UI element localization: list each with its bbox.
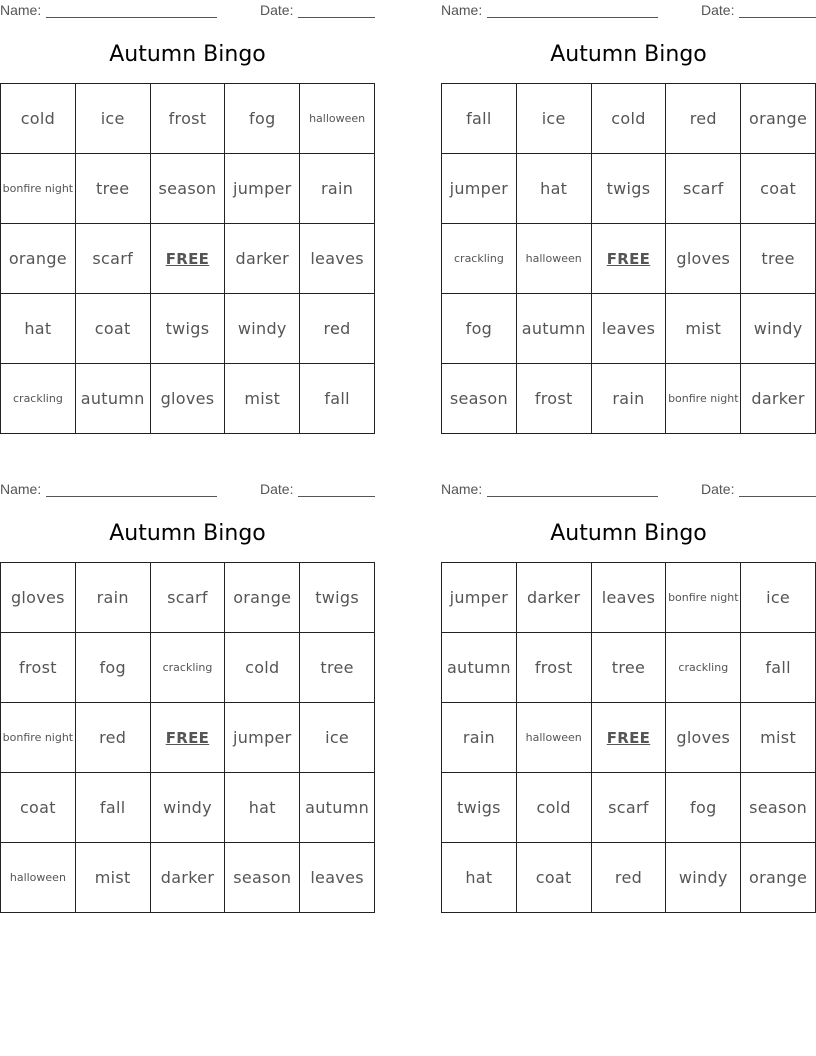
bingo-cell: twigs [300, 563, 375, 633]
bingo-cell: scarf [666, 154, 741, 224]
bingo-cell: fog [225, 84, 300, 154]
bingo-cell: bonfire night [1, 154, 76, 224]
bingo-cell: red [76, 703, 151, 773]
bingo-cell: tree [741, 224, 816, 294]
bingo-cell: jumper [225, 703, 300, 773]
bingo-cell: halloween [300, 84, 375, 154]
bingo-grid [0, 83, 375, 434]
date-label: Date: [260, 481, 294, 497]
bingo-cell: season [151, 154, 226, 224]
bingo-cell: cold [1, 84, 76, 154]
bingo-cell: autumn [76, 364, 151, 434]
bingo-cell: frost [1, 633, 76, 703]
bingo-card-3 [0, 479, 375, 914]
bingo-cell: red [666, 84, 741, 154]
bingo-cell: leaves [300, 224, 375, 294]
card-header [441, 2, 816, 20]
bingo-cell: halloween [517, 703, 592, 773]
bingo-cell: hat [442, 843, 517, 913]
bingo-cell: mist [225, 364, 300, 434]
bingo-card-4 [441, 479, 816, 914]
date-label: Date: [260, 2, 294, 18]
bingo-cell: darker [151, 843, 226, 913]
name-blank-line [46, 496, 217, 497]
free-space-cell: FREE [151, 703, 226, 773]
bingo-cell: frost [151, 84, 226, 154]
bingo-cell: leaves [592, 563, 667, 633]
bingo-cell: red [300, 294, 375, 364]
bingo-cell: autumn [442, 633, 517, 703]
bingo-cell: cold [517, 773, 592, 843]
bingo-cell: crackling [1, 364, 76, 434]
bingo-cell: orange [225, 563, 300, 633]
bingo-cell: season [225, 843, 300, 913]
bingo-cell: coat [76, 294, 151, 364]
name-label: Name: [441, 2, 483, 18]
bingo-grid [0, 562, 375, 913]
bingo-cell: fog [76, 633, 151, 703]
bingo-cell: tree [300, 633, 375, 703]
date-blank-line [739, 496, 816, 497]
bingo-cell: scarf [76, 224, 151, 294]
date-label: Date: [701, 2, 735, 18]
card-header [441, 481, 816, 499]
bingo-cell: gloves [151, 364, 226, 434]
bingo-cell: orange [741, 843, 816, 913]
bingo-cell: scarf [151, 563, 226, 633]
bingo-cell: windy [666, 843, 741, 913]
bingo-cell: fall [741, 633, 816, 703]
bingo-grid [441, 83, 816, 434]
bingo-cell: coat [1, 773, 76, 843]
name-label: Name: [441, 481, 483, 497]
bingo-cell: bonfire night [666, 364, 741, 434]
bingo-cell: twigs [151, 294, 226, 364]
bingo-cell: tree [76, 154, 151, 224]
date-label: Date: [701, 481, 735, 497]
bingo-cell: bonfire night [1, 703, 76, 773]
bingo-cell: tree [592, 633, 667, 703]
free-space-cell: FREE [592, 703, 667, 773]
bingo-cell: jumper [442, 154, 517, 224]
free-space-cell: FREE [151, 224, 226, 294]
bingo-cell: coat [517, 843, 592, 913]
bingo-cell: orange [1, 224, 76, 294]
card-title: Autumn Bingo [550, 521, 707, 546]
bingo-cell: gloves [666, 224, 741, 294]
bingo-cell: crackling [442, 224, 517, 294]
bingo-cell: frost [517, 633, 592, 703]
bingo-cell: gloves [666, 703, 741, 773]
bingo-cell: cold [592, 84, 667, 154]
name-blank-line [487, 17, 658, 18]
bingo-cell: rain [442, 703, 517, 773]
bingo-cell: windy [151, 773, 226, 843]
bingo-cell: darker [741, 364, 816, 434]
date-blank-line [739, 17, 816, 18]
bingo-cell: rain [76, 563, 151, 633]
bingo-cell: jumper [442, 563, 517, 633]
bingo-cell: mist [741, 703, 816, 773]
bingo-cell: fog [442, 294, 517, 364]
card-title: Autumn Bingo [109, 42, 266, 67]
bingo-cell: fall [300, 364, 375, 434]
bingo-cell: autumn [300, 773, 375, 843]
bingo-grid [441, 562, 816, 913]
bingo-cell: windy [225, 294, 300, 364]
name-blank-line [487, 496, 658, 497]
bingo-cell: ice [76, 84, 151, 154]
bingo-card-2 [441, 0, 816, 435]
bingo-cell: halloween [1, 843, 76, 913]
bingo-cell: season [741, 773, 816, 843]
bingo-cell: hat [225, 773, 300, 843]
bingo-cell: hat [1, 294, 76, 364]
date-blank-line [298, 496, 375, 497]
name-label: Name: [0, 2, 42, 18]
bingo-cell: rain [300, 154, 375, 224]
card-header [0, 2, 375, 20]
bingo-cell: leaves [592, 294, 667, 364]
bingo-cell: windy [741, 294, 816, 364]
name-blank-line [46, 17, 217, 18]
bingo-cell: coat [741, 154, 816, 224]
bingo-cell: fog [666, 773, 741, 843]
bingo-cell: ice [300, 703, 375, 773]
bingo-cell: frost [517, 364, 592, 434]
card-title: Autumn Bingo [550, 42, 707, 67]
bingo-cell: red [592, 843, 667, 913]
bingo-cell: twigs [592, 154, 667, 224]
date-blank-line [298, 17, 375, 18]
bingo-cell: crackling [151, 633, 226, 703]
bingo-cell: mist [76, 843, 151, 913]
bingo-cell: darker [225, 224, 300, 294]
bingo-cell: jumper [225, 154, 300, 224]
bingo-cell: fall [442, 84, 517, 154]
card-title: Autumn Bingo [109, 521, 266, 546]
bingo-cell: gloves [1, 563, 76, 633]
name-label: Name: [0, 481, 42, 497]
bingo-cell: scarf [592, 773, 667, 843]
bingo-cell: orange [741, 84, 816, 154]
bingo-cell: crackling [666, 633, 741, 703]
bingo-cell: leaves [300, 843, 375, 913]
bingo-cell: ice [517, 84, 592, 154]
bingo-cell: autumn [517, 294, 592, 364]
bingo-cell: season [442, 364, 517, 434]
bingo-cell: fall [76, 773, 151, 843]
bingo-cell: hat [517, 154, 592, 224]
bingo-card-1 [0, 0, 375, 435]
bingo-cell: rain [592, 364, 667, 434]
card-header [0, 481, 375, 499]
free-space-cell: FREE [592, 224, 667, 294]
bingo-cell: halloween [517, 224, 592, 294]
bingo-cell: twigs [442, 773, 517, 843]
bingo-cell: mist [666, 294, 741, 364]
bingo-cell: darker [517, 563, 592, 633]
bingo-cell: bonfire night [666, 563, 741, 633]
bingo-cell: cold [225, 633, 300, 703]
bingo-cell: ice [741, 563, 816, 633]
